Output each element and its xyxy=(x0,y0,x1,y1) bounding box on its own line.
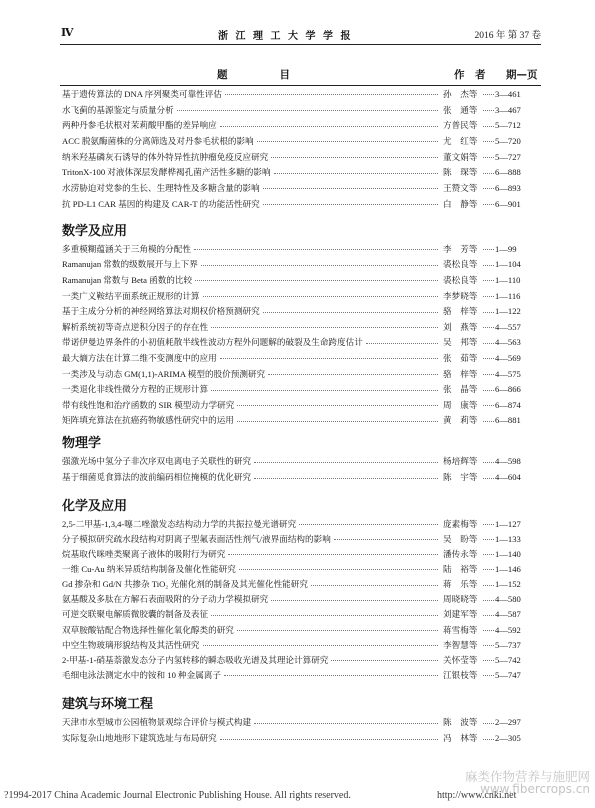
header-rule xyxy=(60,44,541,45)
index-entry xyxy=(62,381,540,397)
watermark-site-name: 麻类作物营养与施肥网 xyxy=(464,770,590,784)
entry-author: 蒋雪梅等 xyxy=(443,624,478,635)
entry-title: 带有线性饱和治疗函数的 SIR 模型动力学研究 xyxy=(62,399,235,410)
dot-leader xyxy=(483,94,494,95)
index-entry xyxy=(62,531,540,546)
dot-leader xyxy=(254,478,438,479)
index-entry xyxy=(62,319,540,335)
index-entry xyxy=(62,257,540,273)
dot-leader xyxy=(483,126,494,127)
entry-issue-page: 6—888 xyxy=(495,167,521,178)
dot-leader xyxy=(225,94,438,95)
entry-issue-page: 1—110 xyxy=(495,274,521,285)
footer-copyright: ?1994-2017 China Academic Journal Electronic Publishing House. All rights reserved. xyxy=(4,790,351,801)
dot-leader xyxy=(220,358,438,359)
dot-leader xyxy=(483,141,494,142)
entry-author: 吴 邦等 xyxy=(443,337,478,348)
dot-leader xyxy=(483,188,494,189)
dot-leader xyxy=(483,296,494,297)
dot-leader xyxy=(211,615,438,616)
dot-leader xyxy=(257,141,438,142)
entry-author: 尤 红等 xyxy=(443,135,478,146)
dot-leader xyxy=(274,173,438,174)
entry-title: Ramanujan 常数与 Beta 函数的比较 xyxy=(62,274,193,285)
dot-leader xyxy=(483,265,494,266)
entry-title: 氨基酸及多肽在方解石表面吸附的分子动力学模拟研究 xyxy=(62,594,269,605)
index-entry xyxy=(62,133,540,149)
entry-title: 两种丹参毛状根对茉莉酸甲酯的差异响应 xyxy=(62,120,217,131)
entry-author: 陈 琛等 xyxy=(443,167,478,178)
entry-title: 带诺伊曼边界条件的小初值耗散半线性波动方程外问题解的破裂及生命跨度估计 xyxy=(62,337,363,348)
dot-leader xyxy=(483,280,494,281)
dot-leader xyxy=(483,405,494,406)
entry-issue-page: 6—901 xyxy=(495,198,521,209)
entry-author: 裘松良等 xyxy=(443,259,478,270)
dot-leader xyxy=(224,675,438,676)
index-entry xyxy=(62,196,540,212)
entry-title: TritonX-100 对液体深层发酵桦褐孔菌产活性多糖的影响 xyxy=(62,167,271,178)
entry-author: 张 茹等 xyxy=(443,352,478,363)
dot-leader xyxy=(483,645,494,646)
entry-issue-page: 5—742 xyxy=(495,654,521,665)
entry-issue-page: 4—598 xyxy=(495,456,521,466)
entry-title: 多重模糊蕴涵关于三角模的分配性 xyxy=(62,243,191,254)
entry-issue-page: 3—461 xyxy=(495,88,521,99)
entry-author: 裘松良等 xyxy=(443,274,478,285)
entry-author: 王赞文等 xyxy=(443,182,478,193)
index-entry xyxy=(62,117,540,133)
entry-author: 冯 林等 xyxy=(443,733,478,743)
index-entry xyxy=(62,652,540,667)
entry-author: 黄 莉等 xyxy=(443,415,478,426)
dot-leader xyxy=(483,327,494,328)
entry-issue-page: 4—592 xyxy=(495,624,521,635)
dot-leader xyxy=(263,204,438,205)
dot-leader xyxy=(483,600,494,601)
entry-title: 分子模拟研究疏水段结构对阴离子型氟表面活性剂气/液界面结构的影响 xyxy=(62,533,331,544)
index-entry xyxy=(62,149,540,165)
section-continued xyxy=(62,86,540,212)
index-entry xyxy=(62,622,540,637)
entry-issue-page: 1—104 xyxy=(495,259,521,270)
dot-leader xyxy=(220,126,438,127)
entry-author: 张 通等 xyxy=(443,104,478,115)
column-header-issue-page: 期—页 xyxy=(506,69,538,81)
entry-title: 一类退化非线性微分方程的正规形计算 xyxy=(62,384,209,395)
section-chemistry xyxy=(62,497,540,683)
entry-issue-page: 5—712 xyxy=(495,120,521,131)
entry-title: 抗 PD-L1 CAR 基因的构建及 CAR-T 的功能活性研究 xyxy=(62,198,260,209)
entry-title: 一类广义鞍结平面系统正规形的计算 xyxy=(62,290,200,301)
entry-title: 矩阵填充算法在抗癌药物敏感性研究中的运用 xyxy=(62,415,234,426)
dot-leader xyxy=(177,110,438,111)
entry-issue-page: 3—467 xyxy=(495,104,521,115)
entry-title: 基于遗传算法的 DNA 序列聚类可靠性评估 xyxy=(62,88,222,99)
entry-issue-page: 4—587 xyxy=(495,609,521,620)
dot-leader xyxy=(483,660,494,661)
entry-title: Ramanujan 常数的级数展开与上下界 xyxy=(62,259,198,270)
dot-leader xyxy=(334,539,438,540)
entry-author: 李 芳等 xyxy=(443,243,478,254)
entry-issue-page: 4—575 xyxy=(495,368,521,379)
entry-issue-page: 4—557 xyxy=(495,321,521,332)
entry-issue-page: 5—737 xyxy=(495,639,521,650)
dot-leader xyxy=(483,569,494,570)
dot-leader xyxy=(220,739,438,740)
volume-info: 2016 年 第 37 卷 xyxy=(474,31,541,41)
index-entry xyxy=(62,288,540,304)
dot-leader xyxy=(239,569,438,570)
dot-leader xyxy=(271,600,438,601)
entry-title: 天津市水型城市公园植物景观综合评价与模式构建 xyxy=(62,717,252,727)
dot-leader xyxy=(211,390,438,391)
entry-author: 吴 盼等 xyxy=(443,533,478,544)
index-entry xyxy=(62,607,540,622)
entry-author: 白 静等 xyxy=(443,198,478,209)
entry-title: 纳米羟基磷灰石诱导的体外特异性抗肿瘤免疫反应研究 xyxy=(62,151,269,162)
dot-leader xyxy=(483,173,494,174)
entry-issue-page: 4—569 xyxy=(495,352,521,363)
section-physics xyxy=(62,434,540,485)
index-entry xyxy=(62,180,540,196)
entry-title: 强激光场中氢分子非次序双电离电子关联性的研究 xyxy=(62,456,252,466)
entry-issue-page: 5—727 xyxy=(495,151,521,162)
entry-issue-page: 1—116 xyxy=(495,290,521,301)
index-entry xyxy=(62,637,540,652)
entry-author: 陈 波等 xyxy=(443,717,478,727)
dot-leader xyxy=(263,312,438,313)
entry-author: 杨培辉等 xyxy=(443,456,478,466)
index-entry xyxy=(62,86,540,102)
entry-issue-page: 1—146 xyxy=(495,563,521,574)
entry-author: 陈 宇等 xyxy=(443,472,478,482)
dot-leader xyxy=(311,585,438,586)
dot-leader xyxy=(203,296,438,297)
dot-leader xyxy=(483,157,494,158)
entry-issue-page: 4—604 xyxy=(495,472,521,482)
entry-author: 周晓晓等 xyxy=(443,594,478,605)
index-entry xyxy=(62,102,540,118)
index-entry xyxy=(62,397,540,413)
entry-issue-page: 1—122 xyxy=(495,306,521,317)
dot-leader xyxy=(268,374,438,375)
entry-issue-page: 1—152 xyxy=(495,579,521,590)
entry-author: 庞素梅等 xyxy=(443,518,478,529)
entry-author: 董文娟等 xyxy=(443,151,478,162)
entry-issue-page: 4—580 xyxy=(495,594,521,605)
dot-leader xyxy=(483,462,494,463)
dot-leader xyxy=(483,539,494,540)
dot-leader xyxy=(483,343,494,344)
index-entry xyxy=(62,667,540,682)
entry-author: 刘 燕等 xyxy=(443,321,478,332)
dot-leader xyxy=(483,374,494,375)
dot-leader xyxy=(483,615,494,616)
index-entry xyxy=(62,592,540,607)
index-entry xyxy=(62,561,540,576)
index-entry xyxy=(62,366,540,382)
entry-author: 骆 梓等 xyxy=(443,368,478,379)
dot-leader xyxy=(195,280,438,281)
index-entry xyxy=(62,469,540,485)
dot-leader xyxy=(299,524,438,525)
entry-issue-page: 6—881 xyxy=(495,415,521,426)
entry-title: 烷基取代咪唑类聚离子液体的吸附行为研究 xyxy=(62,548,226,559)
dot-leader xyxy=(237,630,438,631)
dot-leader xyxy=(254,723,438,724)
entry-author: 刘建军等 xyxy=(443,609,478,620)
dot-leader xyxy=(483,249,494,250)
entry-title: 毛细电泳法测定水中的铵和 10 种金属离子 xyxy=(62,669,221,680)
section-heading: 数学及应用 xyxy=(62,224,128,239)
entry-title: 中空生物玻璃形貌结构及其活性研究 xyxy=(62,639,200,650)
index-entry xyxy=(62,730,540,746)
journal-title: 浙 江 理 工 大 学 学 报 xyxy=(218,31,353,42)
dot-leader xyxy=(483,675,494,676)
entry-author: 李梦晓等 xyxy=(443,290,478,301)
section-heading: 化学及应用 xyxy=(62,499,128,514)
entry-author: 张 晶等 xyxy=(443,384,478,395)
entry-title: 可逆交联聚电解质微胶囊的制备及表征 xyxy=(62,609,209,620)
index-entry xyxy=(62,272,540,288)
entry-title: ACC 脱氨酶菌株的分离筛选及对丹参毛状根的影响 xyxy=(62,135,254,146)
entry-author: 陆 裕等 xyxy=(443,563,478,574)
index-entry xyxy=(62,335,540,351)
watermark-site-url: www.fibercrops.cn xyxy=(480,782,590,796)
entry-issue-page: 5—720 xyxy=(495,135,521,146)
entry-title: 基于细菌觅食算法的波前编码相位掩模的优化研究 xyxy=(62,472,252,482)
entry-issue-page: 4—563 xyxy=(495,337,521,348)
dot-leader xyxy=(483,358,494,359)
entry-title: 一维 Cu-Au 纳米异质结构制备及催化性能研究 xyxy=(62,563,236,574)
entry-author: 骆 梓等 xyxy=(443,306,478,317)
entry-title: 基于主成分分析的神经网络算法对期权价格预测研究 xyxy=(62,306,260,317)
index-entry xyxy=(62,164,540,180)
index-entry xyxy=(62,453,540,469)
entry-title: 解析系统初等奇点逆积分因子的存在性 xyxy=(62,321,209,332)
dot-leader xyxy=(483,390,494,391)
entry-issue-page: 2—297 xyxy=(495,717,521,727)
dot-leader xyxy=(483,204,494,205)
entry-title: 水涝胁迫对党参的生长、生理特性及多糖含量的影响 xyxy=(62,182,260,193)
dot-leader xyxy=(366,343,438,344)
entry-title: 2,5-二甲基-1,3,4-噻二唑激发态结构动力学的共振拉曼光谱研究 xyxy=(62,518,297,529)
entry-issue-page: 1—133 xyxy=(495,533,521,544)
entry-author: 蒋 乐等 xyxy=(443,579,478,590)
index-entry xyxy=(62,303,540,319)
dot-leader xyxy=(228,554,438,555)
index-entry xyxy=(62,714,540,730)
dot-leader xyxy=(483,554,494,555)
entry-title: 最大熵方法在计算二维不变测度中的应用 xyxy=(62,352,217,363)
entry-issue-page: 6—893 xyxy=(495,182,521,193)
entry-title: 双草胺酸钴配合物选择性催化氧化醇类的研究 xyxy=(62,624,234,635)
entry-issue-page: 2—305 xyxy=(495,733,521,743)
index-entry xyxy=(62,577,540,592)
dot-leader xyxy=(483,421,494,422)
section-mathematics xyxy=(62,222,540,428)
entry-issue-page: 1—140 xyxy=(495,548,521,559)
dot-leader xyxy=(201,265,438,266)
index-entry xyxy=(62,413,540,429)
dot-leader xyxy=(254,462,438,463)
entry-author: 江银枝等 xyxy=(443,669,478,680)
entry-issue-page: 6—874 xyxy=(495,399,521,410)
dot-leader xyxy=(483,630,494,631)
index-entry xyxy=(62,546,540,561)
section-heading: 物理学 xyxy=(62,436,102,451)
footer-url: http://www.cnki.net xyxy=(437,790,517,801)
dot-leader xyxy=(483,312,494,313)
dot-leader xyxy=(483,739,494,740)
entry-author: 潘传永等 xyxy=(443,548,478,559)
entry-title: 2-甲基-1-硝基萘激发态分子内氢转移的瞬态吸收光谱及其理论计算研究 xyxy=(62,654,329,665)
entry-author: 孙 杰等 xyxy=(443,88,478,99)
entry-title: 一类涉及与动态 GM(1,1)-ARIMA 模型的股价预测研究 xyxy=(62,368,266,379)
entry-title: Gd 掺杂和 Gd/N 共掺杂 TiO₂ 光催化剂的制备及其光催化性能研究 xyxy=(62,579,308,590)
page-number: Ⅳ xyxy=(61,27,74,39)
dot-leader xyxy=(271,157,438,158)
dot-leader xyxy=(263,188,438,189)
entry-issue-page: 5—747 xyxy=(495,669,521,680)
dot-leader xyxy=(237,405,438,406)
dot-leader xyxy=(237,421,438,422)
entry-issue-page: 6—866 xyxy=(495,384,521,395)
entry-title: 实际复杂山地地形下建筑选址与布局研究 xyxy=(62,733,217,743)
dot-leader xyxy=(483,110,494,111)
index-entry xyxy=(62,516,540,531)
entry-issue-page: 1—127 xyxy=(495,518,521,529)
column-header-title: 题 目 xyxy=(217,69,292,81)
section-heading: 建筑与环境工程 xyxy=(62,697,154,712)
dot-leader xyxy=(483,585,494,586)
section-architecture-environment xyxy=(62,695,540,746)
index-entry xyxy=(62,241,540,257)
entry-author: 关怀莹等 xyxy=(443,654,478,665)
dot-leader xyxy=(203,645,438,646)
entry-title: 水飞蓟的基源鉴定与质量分析 xyxy=(62,104,174,115)
dot-leader xyxy=(483,524,494,525)
dot-leader xyxy=(483,478,494,479)
dot-leader xyxy=(194,249,438,250)
entry-author: 李智慧等 xyxy=(443,639,478,650)
dot-leader xyxy=(211,327,438,328)
entry-author: 周 康等 xyxy=(443,399,478,410)
dot-leader xyxy=(331,660,438,661)
entry-issue-page: 1—99 xyxy=(495,243,517,254)
entry-author: 方普民等 xyxy=(443,120,478,131)
column-header-author: 作 者 xyxy=(454,69,486,81)
index-entry xyxy=(62,350,540,366)
dot-leader xyxy=(483,723,494,724)
